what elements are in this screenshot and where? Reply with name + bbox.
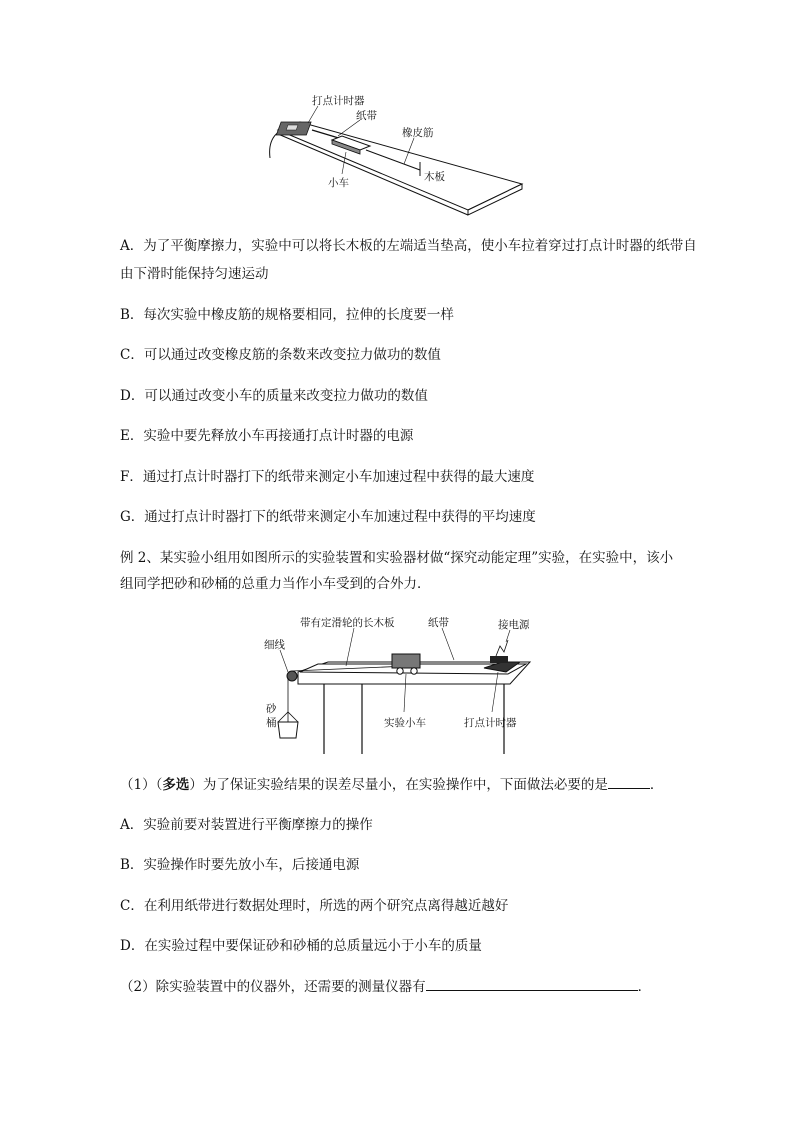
label-sand: 砂 — [266, 703, 277, 715]
leader-timer — [308, 106, 318, 123]
example-2-text: 例 2、某实验小组用如图所示的实验装置和实验器材做“探究动能定理”实验，在实验中，该小组同学把砂和砂桶的总重力当作小车受到的合外力． — [120, 550, 674, 592]
label-timer-2: 打点计时器 — [464, 717, 517, 729]
label-string: 细线 — [264, 639, 285, 651]
q1-stem — [120, 774, 680, 795]
q-option-a-line2: 由下滑时能保持匀速运动 — [120, 266, 269, 282]
q-option-b: B．每次实验中橡皮筋的规格要相同，拉伸的长度要一样 — [120, 307, 454, 323]
q1-prefix: （1）（ — [120, 777, 163, 793]
label-cart: 小车 — [328, 177, 349, 189]
timer-detail — [286, 125, 298, 130]
q-option-e: E．实验中要先释放小车再接通打点计时器的电源 — [120, 428, 414, 444]
board-top — [278, 122, 522, 210]
sand-bucket — [278, 722, 298, 738]
q-option-d: D．可以通过改变小车的质量来改变拉力做功的数值 — [120, 388, 428, 404]
label-board: 木板 — [424, 171, 445, 183]
q-option-c: C．可以通过改变橡皮筋的条数来改变拉力做功的数值 — [120, 347, 441, 363]
cart-wheel-2 — [411, 668, 417, 674]
q2-suffix: ． — [637, 979, 652, 995]
q1-option-c: C．在利用纸带进行数据处理时，所选的两个研究点离得越近越好 — [120, 898, 509, 914]
q2-stem — [120, 976, 680, 997]
label-rubber-band: 橡皮筋 — [402, 127, 434, 139]
q-option-a-line1: A．为了平衡摩擦力，实验中可以将长木板的左端适当垫高，使小车拉着穿过打点计时器的纸带自 — [120, 238, 697, 254]
label-timer: 打点计时器 — [312, 95, 365, 107]
label-power: 接电源 — [498, 619, 530, 631]
timer-2-top — [490, 656, 508, 663]
q1-multi: 多选 — [162, 777, 190, 793]
label-tape: 纸带 — [356, 110, 377, 122]
q1-suffix: ． — [649, 777, 664, 793]
pulley — [287, 671, 297, 681]
q1-option-b: B．实验操作时要先放小车，后接通电源 — [120, 857, 360, 873]
lab-cart — [392, 654, 420, 668]
q-option-g: G．通过打点计时器打下的纸带来测定小车加速过程中获得的平均速度 — [120, 509, 536, 525]
q1-middle: ）为了保证实验结果的误差尽量小，在实验操作中，下面做法必要的是 — [189, 777, 608, 793]
label-cart-2: 实验小车 — [384, 717, 426, 729]
q-option-f: F．通过打点计时器打下的纸带来测定小车加速过程中获得的最大速度 — [120, 469, 535, 485]
q1-option-a: A．实验前要对装置进行平衡摩擦力的操作 — [120, 817, 373, 833]
power-wire — [496, 640, 508, 656]
q1-answer-blank[interactable] — [608, 774, 650, 789]
label-bucket: 桶 — [266, 717, 277, 729]
leader-board — [346, 628, 354, 666]
leader-string — [280, 650, 288, 672]
leader-tape — [338, 120, 360, 136]
q2-text: （2）除实验装置中的仪器外，还需要的测量仪器有 — [120, 979, 426, 995]
figure-1-apparatus — [260, 92, 530, 220]
q1-option-d: D．在实验过程中要保证砂和砂桶的总质量远小于小车的质量 — [120, 938, 482, 954]
cart-wheel-1 — [397, 668, 403, 674]
label-tape-2: 纸带 — [428, 617, 449, 629]
figure-2-apparatus — [258, 614, 540, 760]
q2-answer-blank[interactable] — [426, 976, 638, 991]
leader-tape-2 — [442, 628, 454, 660]
label-long-board: 带有定滑轮的长木板 — [300, 617, 395, 629]
